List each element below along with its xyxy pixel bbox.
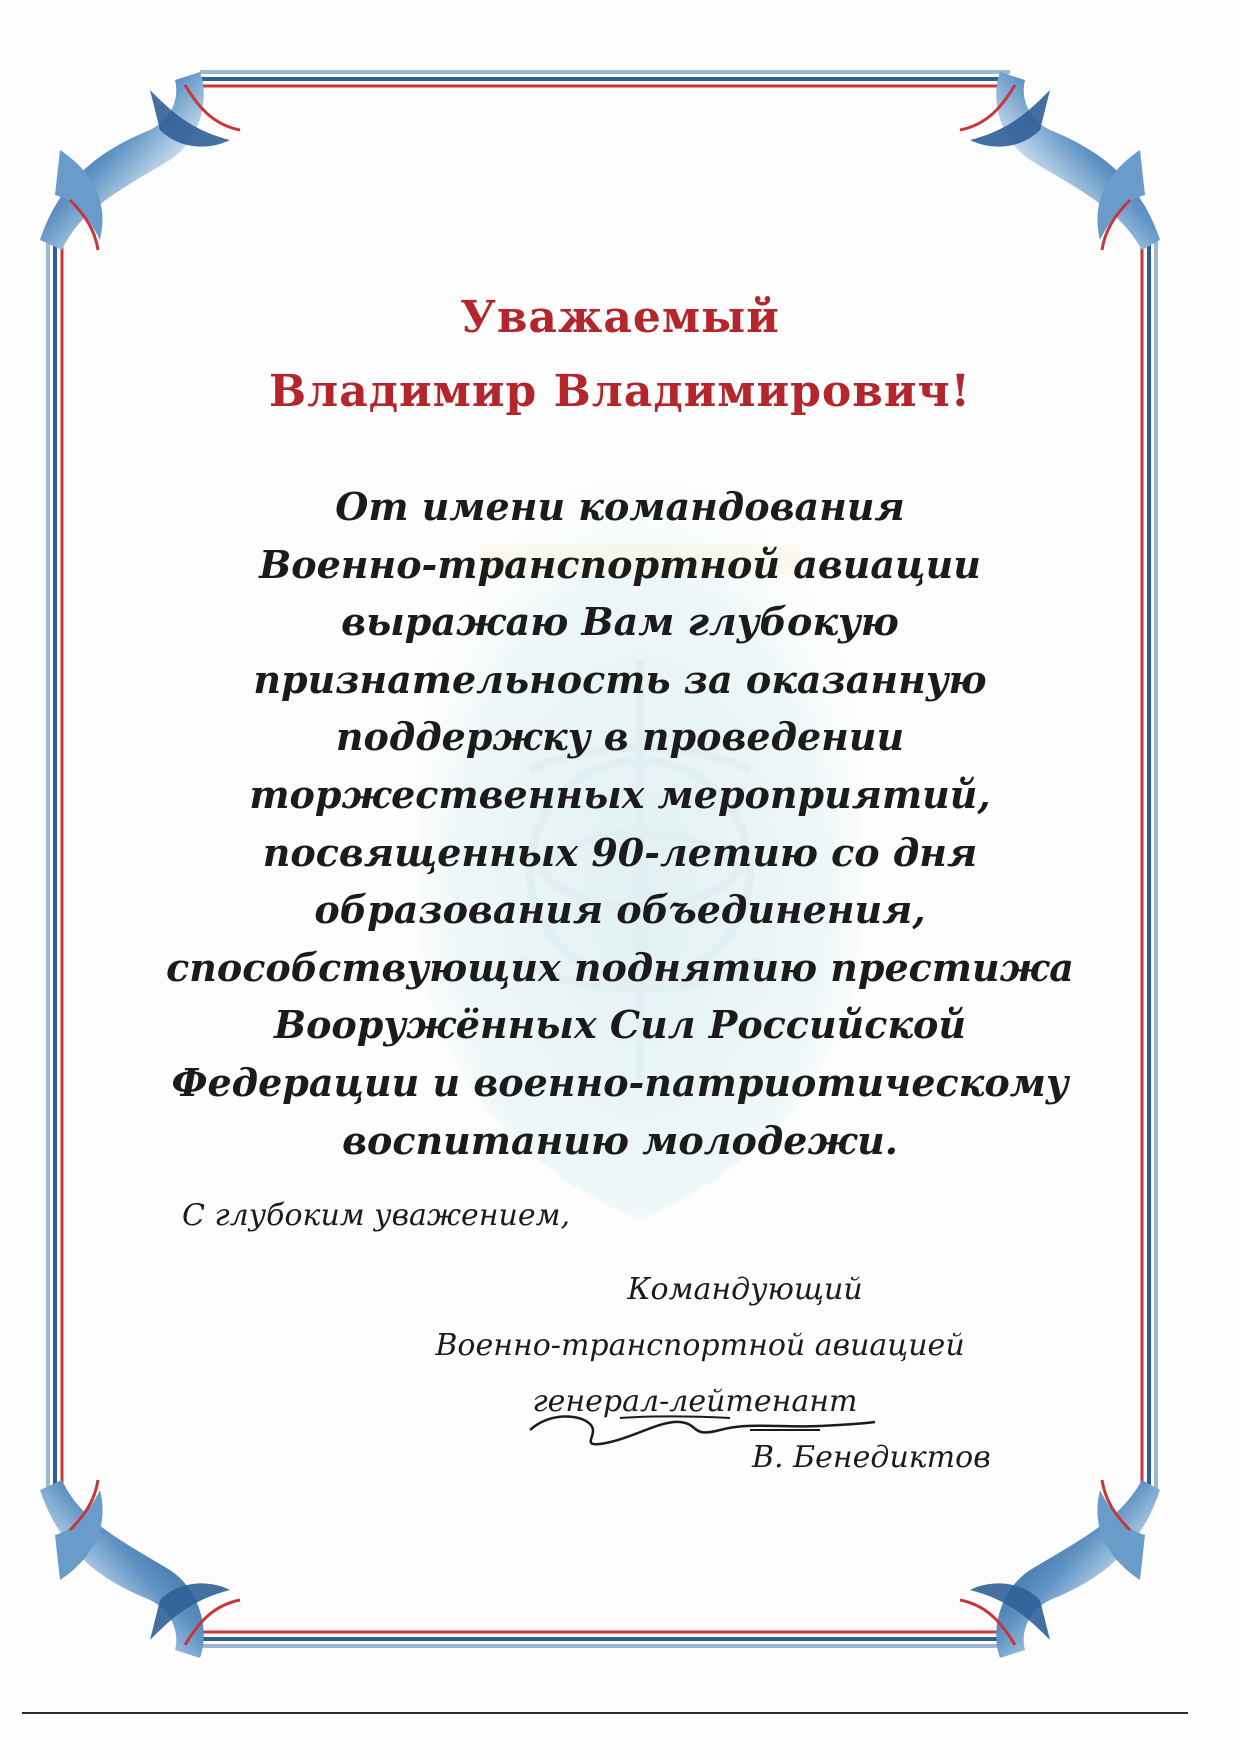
bottom-rule: [22, 1712, 1188, 1714]
signer-rank: генерал-лейтенант: [532, 1384, 858, 1419]
body-line: Федерации и военно-патриотическому: [171, 1059, 1069, 1105]
corner-ribbon-top-right: [960, 72, 1160, 250]
greeting-line-2: Владимир Владимирович!: [268, 366, 971, 417]
signer-organization: Военно-транспортной авиацией: [435, 1328, 965, 1363]
signer-position: Командующий: [627, 1272, 863, 1307]
body-line: посвященных 90-летию со дня: [262, 829, 978, 875]
body-line: воспитанию молодежи.: [342, 1117, 898, 1163]
signer-name: В. Бенедиктов: [752, 1440, 991, 1475]
closing-phrase: С глубоким уважением,: [182, 1198, 571, 1233]
letter-body: [100, 478, 1140, 1169]
body-line: выражаю Вам глубокую: [341, 599, 899, 645]
body-line: образования объединения,: [314, 887, 926, 933]
body-line: способствующих поднятию престижа: [166, 944, 1074, 990]
body-line: признательность за оказанную: [253, 656, 987, 702]
body-line: От имени командования: [335, 484, 905, 529]
corner-ribbon-top-left: [40, 72, 240, 250]
greeting-line-1: Уважаемый: [460, 292, 780, 343]
body-line: поддержку в проведении: [335, 714, 905, 760]
body-line: торжественных мероприятий,: [249, 771, 991, 817]
body-line: Вооружённых Сил Российской: [273, 1002, 967, 1048]
body-line: Военно-транспортной авиации: [259, 541, 981, 587]
